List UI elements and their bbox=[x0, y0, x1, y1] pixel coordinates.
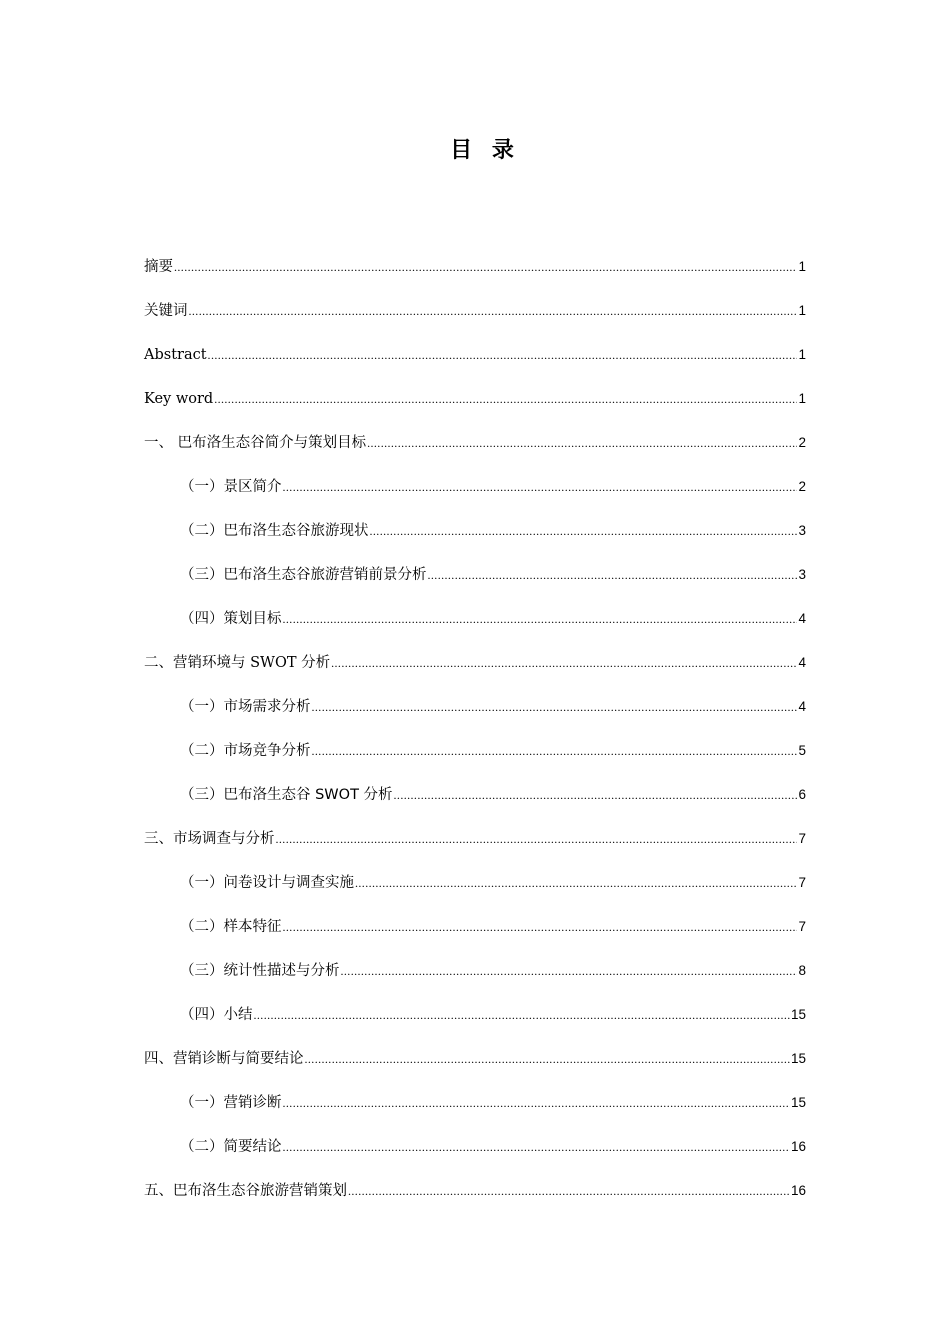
toc-dot-leader bbox=[283, 606, 798, 632]
toc-dot-leader bbox=[254, 1002, 790, 1028]
toc-dot-leader bbox=[283, 1090, 790, 1116]
toc-page-number: 15 bbox=[790, 1095, 806, 1110]
toc-page-number: 2 bbox=[798, 435, 806, 450]
toc-entry-text: （三）巴布洛生态谷 SWOT 分析 bbox=[180, 787, 393, 803]
toc-dot-leader bbox=[214, 386, 797, 412]
toc-dot-leader bbox=[208, 342, 798, 368]
toc-entry[interactable] bbox=[144, 430, 806, 474]
toc-entry-text: 关键词 bbox=[144, 303, 188, 319]
toc-entry[interactable] bbox=[144, 298, 806, 342]
toc-entry[interactable] bbox=[144, 518, 806, 562]
toc-entry[interactable] bbox=[144, 1178, 806, 1222]
toc-page-number: 4 bbox=[798, 655, 806, 670]
toc-entry-text: （四）小结 bbox=[180, 1007, 253, 1023]
toc-dot-leader bbox=[355, 870, 797, 896]
toc-dot-leader bbox=[394, 782, 798, 808]
toc-dot-leader bbox=[370, 518, 798, 544]
toc-entry[interactable] bbox=[144, 1134, 806, 1178]
toc-entry[interactable] bbox=[144, 958, 806, 1002]
toc-page-number: 1 bbox=[798, 259, 806, 274]
toc-page-number: 3 bbox=[798, 523, 806, 538]
toc-entry-text: 一、 巴布洛生态谷简介与策划目标 bbox=[144, 435, 367, 451]
toc-page-number: 8 bbox=[798, 963, 806, 978]
toc-dot-leader bbox=[174, 254, 797, 280]
toc-entry[interactable] bbox=[144, 650, 806, 694]
toc-entry[interactable] bbox=[144, 386, 806, 430]
toc-page-number: 2 bbox=[798, 479, 806, 494]
toc-dot-leader bbox=[189, 298, 798, 324]
toc-page-number: 7 bbox=[798, 875, 806, 890]
toc-entry[interactable] bbox=[144, 562, 806, 606]
toc-page-number: 4 bbox=[798, 611, 806, 626]
toc-dot-leader bbox=[428, 562, 798, 588]
toc-entry[interactable] bbox=[144, 474, 806, 518]
toc-entry[interactable] bbox=[144, 1090, 806, 1134]
toc-dot-leader bbox=[331, 650, 797, 676]
toc-entry-text: （三）统计性描述与分析 bbox=[180, 963, 340, 979]
toc-entry-text: 四、营销诊断与简要结论 bbox=[144, 1051, 304, 1067]
toc-page-number: 15 bbox=[790, 1051, 806, 1066]
toc-title: 目 录 bbox=[450, 138, 520, 163]
toc-dot-leader bbox=[305, 1046, 790, 1072]
toc-entry-text: （一）营销诊断 bbox=[180, 1095, 282, 1111]
toc-entry-text: （四）策划目标 bbox=[180, 611, 282, 627]
toc-entry-text: Abstract bbox=[144, 347, 207, 363]
toc-dot-leader bbox=[283, 474, 798, 500]
toc-entry[interactable] bbox=[144, 870, 806, 914]
toc-entry[interactable] bbox=[144, 826, 806, 870]
toc-page-number: 5 bbox=[798, 743, 806, 758]
toc-entry-text: （一）景区简介 bbox=[180, 479, 282, 495]
toc-page-number: 1 bbox=[798, 347, 806, 362]
toc-page-number: 1 bbox=[798, 303, 806, 318]
toc-entry[interactable] bbox=[144, 914, 806, 958]
toc-entry-text: （二）样本特征 bbox=[180, 919, 282, 935]
toc-entry[interactable] bbox=[144, 254, 806, 298]
toc-dot-leader bbox=[348, 1178, 790, 1204]
toc-page-number: 3 bbox=[798, 567, 806, 582]
toc-entry[interactable] bbox=[144, 342, 806, 386]
toc-page-number: 16 bbox=[790, 1139, 806, 1154]
toc-page-number: 7 bbox=[798, 831, 806, 846]
toc-entry-text: （二）简要结论 bbox=[180, 1139, 282, 1155]
toc-dot-leader bbox=[312, 738, 798, 764]
toc-entry-text: 五、巴布洛生态谷旅游营销策划 bbox=[144, 1183, 347, 1199]
toc-page-number: 16 bbox=[790, 1183, 806, 1198]
toc-dot-leader bbox=[276, 826, 798, 852]
toc-entry-text: （二）巴布洛生态谷旅游现状 bbox=[180, 523, 369, 539]
toc-dot-leader bbox=[341, 958, 798, 984]
toc-entry[interactable] bbox=[144, 1002, 806, 1046]
toc-dot-leader bbox=[367, 430, 797, 456]
toc-entry-text: 二、营销环境与 SWOT 分析 bbox=[144, 655, 331, 671]
toc-dot-leader bbox=[312, 694, 798, 720]
toc-entry-text: （三）巴布洛生态谷旅游营销前景分析 bbox=[180, 567, 427, 583]
toc-entry-text: （一）市场需求分析 bbox=[180, 699, 311, 715]
toc-entry-text: （一）问卷设计与调查实施 bbox=[180, 875, 354, 891]
toc-page-number: 4 bbox=[798, 699, 806, 714]
toc-page-number: 7 bbox=[798, 919, 806, 934]
toc-entry[interactable] bbox=[144, 738, 806, 782]
toc-entry-text: （二）市场竞争分析 bbox=[180, 743, 311, 759]
toc-entry[interactable] bbox=[144, 694, 806, 738]
toc-entry-text: 三、市场调查与分析 bbox=[144, 831, 275, 847]
table-of-contents bbox=[144, 254, 806, 1222]
toc-entry[interactable] bbox=[144, 1046, 806, 1090]
toc-page-number: 1 bbox=[798, 391, 806, 406]
toc-dot-leader bbox=[283, 1134, 790, 1160]
toc-entry[interactable] bbox=[144, 606, 806, 650]
toc-page-number: 15 bbox=[790, 1007, 806, 1022]
toc-entry-text: Key word bbox=[144, 391, 214, 407]
toc-dot-leader bbox=[283, 914, 798, 940]
toc-page-number: 6 bbox=[798, 787, 806, 802]
toc-entry-text: 摘要 bbox=[144, 259, 173, 275]
toc-entry[interactable] bbox=[144, 782, 806, 826]
